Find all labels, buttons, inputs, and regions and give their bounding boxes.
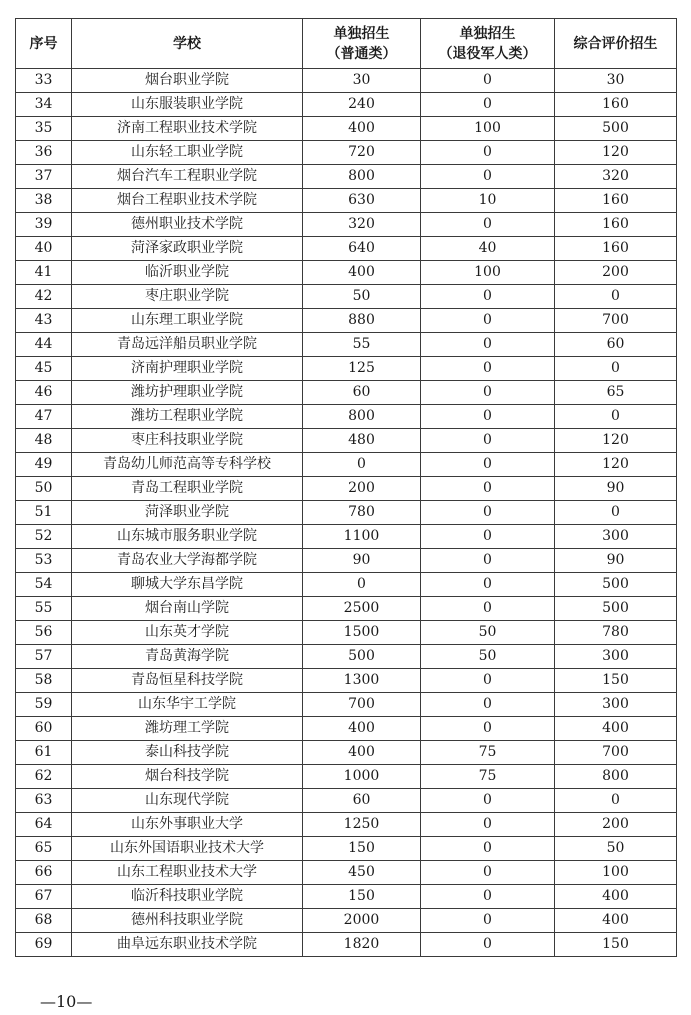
cell-comprehensive: 65 <box>555 381 677 405</box>
enrollment-table <box>15 18 677 957</box>
cell-single-veteran: 0 <box>421 477 555 501</box>
header-single-general-line2: （普通类） <box>326 45 397 62</box>
cell-comprehensive: 150 <box>555 669 677 693</box>
cell-single-veteran: 0 <box>421 693 555 717</box>
cell-index: 48 <box>16 429 72 453</box>
cell-single-veteran: 0 <box>421 573 555 597</box>
cell-comprehensive: 160 <box>555 93 677 117</box>
cell-comprehensive: 160 <box>555 213 677 237</box>
cell-comprehensive: 500 <box>555 597 677 621</box>
cell-single-veteran: 0 <box>421 837 555 861</box>
table-row <box>16 885 677 909</box>
table-row <box>16 645 677 669</box>
cell-single-veteran: 0 <box>421 309 555 333</box>
cell-index: 39 <box>16 213 72 237</box>
table-row <box>16 261 677 285</box>
cell-index: 41 <box>16 261 72 285</box>
cell-single-veteran: 0 <box>421 69 555 93</box>
table-row <box>16 165 677 189</box>
cell-comprehensive: 400 <box>555 717 677 741</box>
cell-single-general: 450 <box>303 861 421 885</box>
cell-single-general: 630 <box>303 189 421 213</box>
cell-single-general: 90 <box>303 549 421 573</box>
cell-single-general: 880 <box>303 309 421 333</box>
cell-single-veteran: 0 <box>421 93 555 117</box>
cell-index: 67 <box>16 885 72 909</box>
cell-comprehensive: 90 <box>555 549 677 573</box>
cell-single-veteran: 0 <box>421 333 555 357</box>
cell-school: 聊城大学东昌学院 <box>72 573 303 597</box>
cell-index: 60 <box>16 717 72 741</box>
cell-single-veteran: 40 <box>421 237 555 261</box>
cell-school: 山东服装职业学院 <box>72 93 303 117</box>
cell-single-general: 55 <box>303 333 421 357</box>
table-row <box>16 933 677 957</box>
cell-single-veteran: 100 <box>421 261 555 285</box>
table-row <box>16 69 677 93</box>
cell-index: 69 <box>16 933 72 957</box>
cell-index: 54 <box>16 573 72 597</box>
cell-single-veteran: 0 <box>421 501 555 525</box>
cell-single-veteran: 0 <box>421 285 555 309</box>
cell-comprehensive: 300 <box>555 693 677 717</box>
cell-single-veteran: 0 <box>421 381 555 405</box>
cell-comprehensive: 500 <box>555 573 677 597</box>
cell-school: 枣庄科技职业学院 <box>72 429 303 453</box>
cell-single-general: 1500 <box>303 621 421 645</box>
cell-single-general: 400 <box>303 717 421 741</box>
cell-school: 德州职业技术学院 <box>72 213 303 237</box>
cell-single-general: 800 <box>303 405 421 429</box>
cell-single-general: 200 <box>303 477 421 501</box>
cell-single-general: 150 <box>303 885 421 909</box>
cell-index: 44 <box>16 333 72 357</box>
cell-school: 烟台南山学院 <box>72 597 303 621</box>
cell-comprehensive: 320 <box>555 165 677 189</box>
table-row <box>16 741 677 765</box>
cell-index: 35 <box>16 117 72 141</box>
cell-school: 山东英才学院 <box>72 621 303 645</box>
cell-single-veteran: 10 <box>421 189 555 213</box>
cell-school: 青岛黄海学院 <box>72 645 303 669</box>
cell-comprehensive: 120 <box>555 429 677 453</box>
cell-school: 青岛幼儿师范高等专科学校 <box>72 453 303 477</box>
cell-comprehensive: 0 <box>555 405 677 429</box>
cell-index: 33 <box>16 69 72 93</box>
table-row <box>16 597 677 621</box>
cell-school: 山东外国语职业技术大学 <box>72 837 303 861</box>
cell-school: 烟台工程职业技术学院 <box>72 189 303 213</box>
cell-school: 临沂科技职业学院 <box>72 885 303 909</box>
cell-school: 烟台职业学院 <box>72 69 303 93</box>
cell-comprehensive: 0 <box>555 357 677 381</box>
cell-comprehensive: 0 <box>555 285 677 309</box>
cell-single-general: 2500 <box>303 597 421 621</box>
cell-school: 菏泽家政职业学院 <box>72 237 303 261</box>
table-row <box>16 429 677 453</box>
cell-school: 济南护理职业学院 <box>72 357 303 381</box>
cell-index: 43 <box>16 309 72 333</box>
table-row <box>16 237 677 261</box>
cell-comprehensive: 150 <box>555 933 677 957</box>
table-row <box>16 189 677 213</box>
cell-single-general: 1000 <box>303 765 421 789</box>
cell-single-veteran: 0 <box>421 861 555 885</box>
header-single-general-line1: 单独招生 <box>333 25 390 42</box>
cell-comprehensive: 300 <box>555 645 677 669</box>
cell-single-veteran: 0 <box>421 909 555 933</box>
table-header <box>16 19 677 69</box>
cell-index: 57 <box>16 645 72 669</box>
table-row <box>16 573 677 597</box>
cell-school: 烟台汽车工程职业学院 <box>72 165 303 189</box>
table-row <box>16 141 677 165</box>
cell-single-veteran: 0 <box>421 429 555 453</box>
cell-single-general: 150 <box>303 837 421 861</box>
cell-single-general: 720 <box>303 141 421 165</box>
cell-index: 46 <box>16 381 72 405</box>
cell-index: 62 <box>16 765 72 789</box>
cell-school: 曲阜远东职业技术学院 <box>72 933 303 957</box>
cell-school: 青岛恒星科技学院 <box>72 669 303 693</box>
cell-index: 42 <box>16 285 72 309</box>
cell-index: 40 <box>16 237 72 261</box>
cell-index: 49 <box>16 453 72 477</box>
cell-single-general: 30 <box>303 69 421 93</box>
cell-single-general: 125 <box>303 357 421 381</box>
cell-comprehensive: 120 <box>555 453 677 477</box>
cell-school: 青岛工程职业学院 <box>72 477 303 501</box>
cell-single-veteran: 0 <box>421 597 555 621</box>
cell-index: 63 <box>16 789 72 813</box>
table-row <box>16 501 677 525</box>
cell-comprehensive: 0 <box>555 789 677 813</box>
cell-index: 61 <box>16 741 72 765</box>
cell-index: 68 <box>16 909 72 933</box>
cell-school: 青岛远洋船员职业学院 <box>72 333 303 357</box>
table-row <box>16 333 677 357</box>
header-row <box>16 19 677 69</box>
table-row <box>16 861 677 885</box>
header-single-veteran <box>421 19 555 69</box>
cell-school: 潍坊护理职业学院 <box>72 381 303 405</box>
cell-comprehensive: 500 <box>555 117 677 141</box>
cell-single-veteran: 75 <box>421 741 555 765</box>
cell-school: 山东理工职业学院 <box>72 309 303 333</box>
cell-index: 45 <box>16 357 72 381</box>
cell-index: 36 <box>16 141 72 165</box>
header-school: 学校 <box>72 19 303 69</box>
cell-single-veteran: 0 <box>421 453 555 477</box>
cell-index: 53 <box>16 549 72 573</box>
cell-single-veteran: 0 <box>421 357 555 381</box>
cell-single-general: 60 <box>303 381 421 405</box>
cell-index: 34 <box>16 93 72 117</box>
cell-comprehensive: 700 <box>555 741 677 765</box>
cell-school: 山东现代学院 <box>72 789 303 813</box>
table-row <box>16 909 677 933</box>
cell-single-general: 60 <box>303 789 421 813</box>
cell-school: 山东工程职业技术大学 <box>72 861 303 885</box>
cell-school: 潍坊理工学院 <box>72 717 303 741</box>
cell-single-veteran: 0 <box>421 165 555 189</box>
cell-single-veteran: 0 <box>421 789 555 813</box>
header-single-veteran-line2: （退役军人类） <box>438 45 537 62</box>
table-row <box>16 717 677 741</box>
cell-comprehensive: 160 <box>555 237 677 261</box>
cell-school: 德州科技职业学院 <box>72 909 303 933</box>
table-row <box>16 309 677 333</box>
cell-single-general: 1100 <box>303 525 421 549</box>
cell-single-general: 400 <box>303 741 421 765</box>
cell-index: 58 <box>16 669 72 693</box>
cell-single-veteran: 50 <box>421 621 555 645</box>
table-row <box>16 357 677 381</box>
table-row <box>16 813 677 837</box>
cell-school: 山东华宇工学院 <box>72 693 303 717</box>
cell-single-veteran: 100 <box>421 117 555 141</box>
cell-school: 青岛农业大学海都学院 <box>72 549 303 573</box>
cell-single-veteran: 0 <box>421 141 555 165</box>
cell-index: 38 <box>16 189 72 213</box>
cell-index: 50 <box>16 477 72 501</box>
table-row <box>16 405 677 429</box>
cell-single-general: 50 <box>303 285 421 309</box>
cell-single-general: 2000 <box>303 909 421 933</box>
cell-single-general: 400 <box>303 117 421 141</box>
header-single-veteran-line1: 单独招生 <box>459 25 516 42</box>
cell-single-general: 240 <box>303 93 421 117</box>
table-body <box>16 69 677 957</box>
cell-comprehensive: 30 <box>555 69 677 93</box>
cell-comprehensive: 120 <box>555 141 677 165</box>
cell-school: 山东城市服务职业学院 <box>72 525 303 549</box>
cell-single-veteran: 0 <box>421 669 555 693</box>
cell-single-general: 0 <box>303 573 421 597</box>
cell-school: 烟台科技学院 <box>72 765 303 789</box>
cell-single-general: 480 <box>303 429 421 453</box>
cell-index: 56 <box>16 621 72 645</box>
table-row <box>16 381 677 405</box>
cell-comprehensive: 800 <box>555 765 677 789</box>
table-row <box>16 525 677 549</box>
header-single-general <box>303 19 421 69</box>
cell-school: 潍坊工程职业学院 <box>72 405 303 429</box>
cell-index: 51 <box>16 501 72 525</box>
table-row <box>16 621 677 645</box>
cell-single-veteran: 0 <box>421 213 555 237</box>
cell-comprehensive: 300 <box>555 525 677 549</box>
header-index: 序号 <box>16 19 72 69</box>
cell-comprehensive: 50 <box>555 837 677 861</box>
cell-index: 64 <box>16 813 72 837</box>
cell-comprehensive: 400 <box>555 885 677 909</box>
table-row <box>16 93 677 117</box>
cell-comprehensive: 780 <box>555 621 677 645</box>
cell-index: 52 <box>16 525 72 549</box>
cell-index: 65 <box>16 837 72 861</box>
cell-comprehensive: 200 <box>555 813 677 837</box>
cell-single-general: 800 <box>303 165 421 189</box>
cell-school: 泰山科技学院 <box>72 741 303 765</box>
cell-index: 37 <box>16 165 72 189</box>
table-row <box>16 669 677 693</box>
cell-single-veteran: 0 <box>421 525 555 549</box>
cell-single-veteran: 0 <box>421 549 555 573</box>
cell-single-general: 1250 <box>303 813 421 837</box>
cell-single-veteran: 50 <box>421 645 555 669</box>
cell-comprehensive: 700 <box>555 309 677 333</box>
cell-single-general: 400 <box>303 261 421 285</box>
cell-single-veteran: 0 <box>421 885 555 909</box>
cell-comprehensive: 90 <box>555 477 677 501</box>
table-row <box>16 837 677 861</box>
table-row <box>16 549 677 573</box>
cell-single-veteran: 0 <box>421 933 555 957</box>
table-row <box>16 789 677 813</box>
cell-single-general: 700 <box>303 693 421 717</box>
cell-comprehensive: 200 <box>555 261 677 285</box>
table-row <box>16 765 677 789</box>
table-row <box>16 453 677 477</box>
cell-single-general: 1300 <box>303 669 421 693</box>
cell-index: 55 <box>16 597 72 621</box>
cell-school: 菏泽职业学院 <box>72 501 303 525</box>
cell-index: 66 <box>16 861 72 885</box>
cell-single-general: 320 <box>303 213 421 237</box>
cell-single-general: 640 <box>303 237 421 261</box>
cell-single-veteran: 0 <box>421 813 555 837</box>
cell-single-general: 500 <box>303 645 421 669</box>
cell-index: 59 <box>16 693 72 717</box>
cell-single-general: 1820 <box>303 933 421 957</box>
table-row <box>16 213 677 237</box>
page-number: —10— <box>40 992 93 1011</box>
cell-school: 枣庄职业学院 <box>72 285 303 309</box>
cell-comprehensive: 60 <box>555 333 677 357</box>
cell-single-general: 0 <box>303 453 421 477</box>
table-row <box>16 693 677 717</box>
cell-school: 临沂职业学院 <box>72 261 303 285</box>
cell-single-general: 780 <box>303 501 421 525</box>
table-row <box>16 117 677 141</box>
cell-single-veteran: 0 <box>421 405 555 429</box>
table-row <box>16 285 677 309</box>
cell-school: 山东轻工职业学院 <box>72 141 303 165</box>
cell-comprehensive: 100 <box>555 861 677 885</box>
cell-index: 47 <box>16 405 72 429</box>
cell-school: 山东外事职业大学 <box>72 813 303 837</box>
header-comprehensive: 综合评价招生 <box>555 19 677 69</box>
cell-single-veteran: 75 <box>421 765 555 789</box>
cell-comprehensive: 400 <box>555 909 677 933</box>
cell-school: 济南工程职业技术学院 <box>72 117 303 141</box>
cell-comprehensive: 160 <box>555 189 677 213</box>
table-row <box>16 477 677 501</box>
cell-single-veteran: 0 <box>421 717 555 741</box>
cell-comprehensive: 0 <box>555 501 677 525</box>
